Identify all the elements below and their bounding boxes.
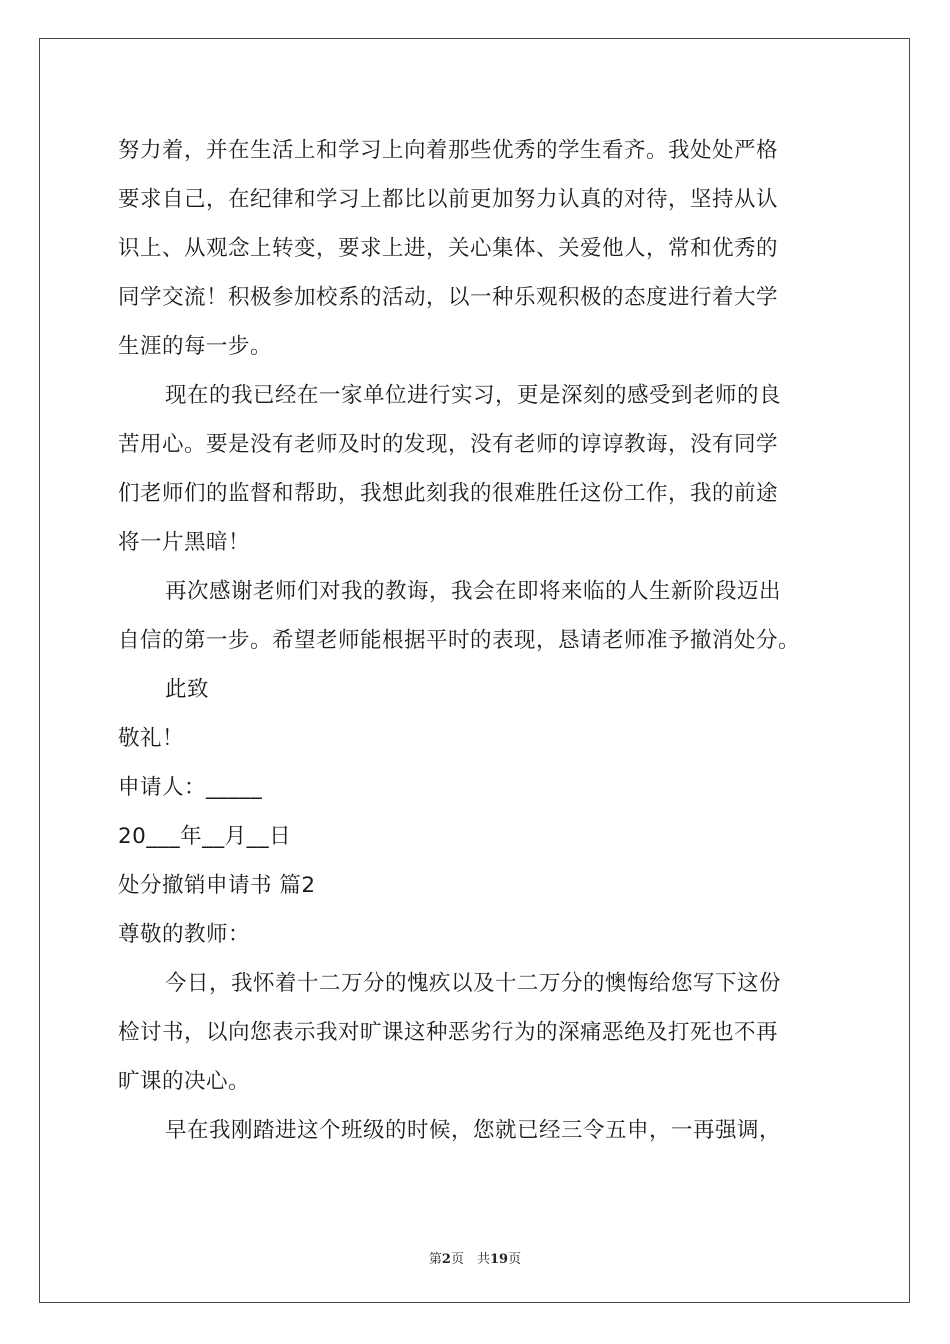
text-line-1: 努力着，并在生活上和学习上向着那些优秀的学生看齐。我处处严格 [118, 138, 779, 163]
footer-prefix: 第 [428, 1252, 442, 1267]
text-line-10: 再次感谢老师们对我的教诲，我会在即将来临的人生新阶段迈出 [165, 579, 782, 604]
applicant-signature-line: 申请人：_____ [118, 775, 263, 800]
text-line-4: 同学交流！积极参加校系的活动，以一种乐观积极的态度进行着大学 [118, 285, 779, 310]
text-line-6: 现在的我已经在一家单位进行实习，更是深刻的感受到老师的良 [165, 383, 782, 408]
text-line-20: 旷课的决心。 [118, 1069, 251, 1094]
text-line-3: 识上、从观念上转变，要求上进，关心集体、关爱他人，常和优秀的 [118, 236, 779, 261]
page-footer [0, 1248, 950, 1267]
text-line-5: 生涯的每一步。 [118, 334, 273, 359]
section-title: 处分撤销申请书 篇2 [118, 873, 316, 898]
text-line-18: 今日，我怀着十二万分的愧疚以及十二万分的懊悔给您写下这份 [165, 971, 782, 996]
text-line-11: 自信的第一步。希望老师能根据平时的表现，恳请老师准予撤消处分。 [118, 628, 801, 653]
date-line: 20___年__月__日 [118, 824, 292, 849]
footer-mid: 页 共 [450, 1252, 490, 1267]
footer-suffix: 页 [508, 1252, 522, 1267]
document-body [118, 126, 838, 1155]
text-line-8: 们老师们的监督和帮助，我想此刻我的很难胜任这份工作，我的前途 [118, 481, 779, 506]
text-line-21: 早在我刚踏进这个班级的时候，您就已经三令五申，一再强调， [165, 1118, 782, 1143]
text-line-19: 检讨书，以向您表示我对旷课这种恶劣行为的深痛恶绝及打死也不再 [118, 1020, 779, 1045]
total-page-count: 19 [489, 1252, 509, 1267]
text-line-2: 要求自己，在纪律和学习上都比以前更加努力认真的对待，坚持从认 [118, 187, 779, 212]
text-line-9: 将一片黑暗！ [118, 530, 251, 555]
closing-salutation: 此致 [165, 677, 210, 702]
closing-regards: 敬礼！ [118, 726, 185, 751]
greeting: 尊敬的教师： [118, 922, 251, 947]
text-line-7: 苦用心。要是没有老师及时的发现，没有老师的谆谆教诲，没有同学 [118, 432, 779, 457]
current-page-number: 2 [441, 1252, 451, 1267]
